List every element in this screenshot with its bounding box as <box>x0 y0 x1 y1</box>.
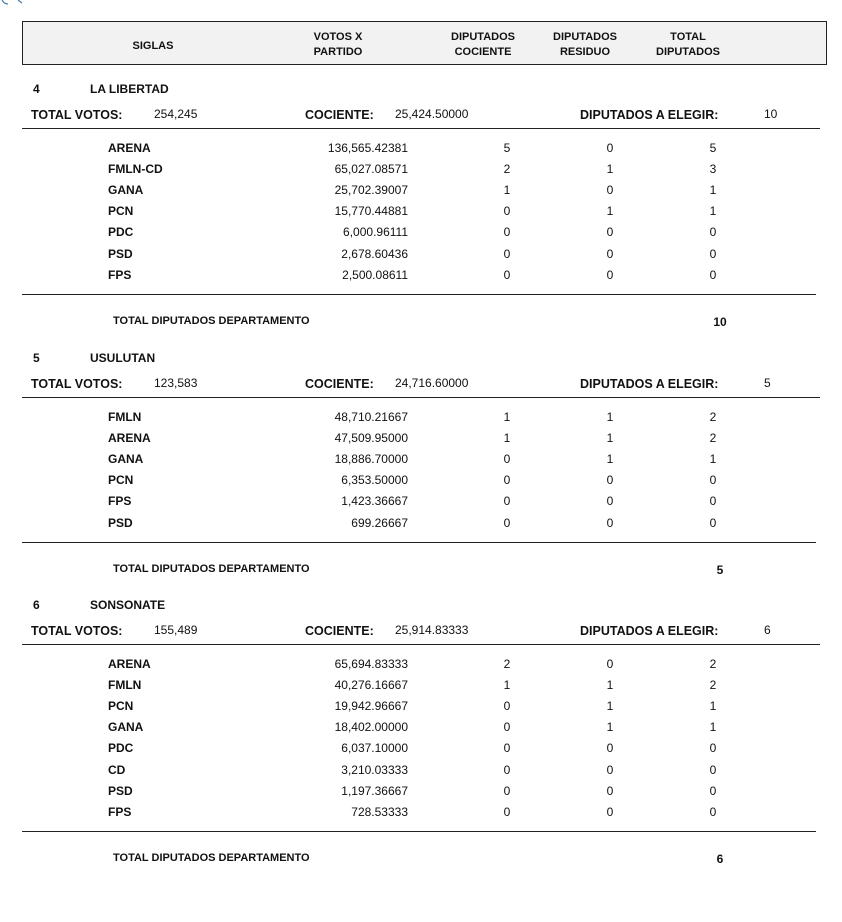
total-departamento-label: TOTAL DIPUTADOS DEPARTAMENTO <box>113 851 310 864</box>
party-acronym: ARENA <box>108 657 151 671</box>
header-total: TOTAL DIPUTADOS <box>656 31 720 58</box>
table-row <box>0 473 842 489</box>
seats-residuo: 0 <box>606 494 614 509</box>
party-votes: 65,694.83333 <box>334 657 408 671</box>
seats-cociente: 1 <box>503 431 511 446</box>
seats-residuo: 1 <box>606 699 614 714</box>
seats-residuo: 0 <box>606 657 614 671</box>
seats-cociente: 0 <box>503 494 511 509</box>
party-votes: 6,037.10000 <box>341 741 408 756</box>
table-row <box>0 431 842 447</box>
seats-cociente: 0 <box>503 720 511 735</box>
seats-cociente: 5 <box>503 141 511 155</box>
seats-total: 0 <box>709 473 717 488</box>
party-votes: 47,509.95000 <box>334 431 408 446</box>
seats-total: 1 <box>709 699 717 714</box>
party-votes: 2,500.08611 <box>342 267 408 282</box>
total-departamento-value: 10 <box>713 314 727 329</box>
a-elegir-value: 5 <box>764 376 771 390</box>
header-votos: VOTOS X PARTIDO <box>313 31 363 58</box>
header-residuo: DIPUTADOS RESIDUO <box>553 31 617 58</box>
seats-residuo: 0 <box>606 141 614 155</box>
party-acronym: PCN <box>108 473 134 488</box>
table-row <box>0 805 842 821</box>
table-row <box>0 452 842 468</box>
party-acronym: FMLN-CD <box>108 162 163 177</box>
department-number: 5 <box>33 351 40 365</box>
section-top-rule <box>22 397 820 398</box>
section-bottom-rule <box>22 542 816 543</box>
party-votes: 6,000.96111 <box>343 225 408 240</box>
a-elegir-value: 6 <box>764 623 771 637</box>
seats-cociente: 1 <box>503 183 511 198</box>
seats-residuo: 1 <box>606 720 614 735</box>
seats-cociente: 2 <box>503 162 511 177</box>
seats-residuo: 1 <box>606 162 614 177</box>
seats-cociente: 0 <box>503 452 511 467</box>
party-acronym: ARENA <box>108 141 151 155</box>
seats-total: 0 <box>709 225 717 240</box>
party-votes: 18,402.00000 <box>334 720 408 735</box>
table-row <box>0 657 842 673</box>
seats-cociente: 0 <box>503 804 511 819</box>
cociente-value: 25,424.50000 <box>395 107 469 121</box>
seats-total: 0 <box>709 804 717 819</box>
party-acronym: PSD <box>108 515 133 530</box>
seats-cociente: 1 <box>503 678 511 693</box>
party-acronym: FPS <box>108 494 132 509</box>
a-elegir-label: DIPUTADOS A ELEGIR: <box>580 377 719 391</box>
table-row <box>0 141 842 157</box>
seats-residuo: 0 <box>606 762 614 777</box>
party-acronym: CD <box>108 762 126 777</box>
seats-residuo: 1 <box>606 678 614 693</box>
party-votes: 15,770.44881 <box>334 204 408 219</box>
table-row <box>0 678 842 694</box>
department-name: SONSONATE <box>90 598 166 612</box>
seats-cociente: 0 <box>503 225 511 240</box>
section-bottom-rule <box>22 294 816 295</box>
seats-total: 0 <box>709 762 717 777</box>
seats-total: 5 <box>709 141 717 155</box>
party-votes: 3,210.03333 <box>341 762 408 777</box>
seats-cociente: 0 <box>503 246 511 261</box>
cociente-label: COCIENTE: <box>305 624 374 638</box>
seats-cociente: 0 <box>503 783 511 798</box>
seats-residuo: 0 <box>606 741 614 756</box>
seats-total: 3 <box>709 162 717 177</box>
seats-total: 1 <box>709 720 717 735</box>
party-acronym: FPS <box>108 804 132 819</box>
seats-total: 1 <box>709 204 717 219</box>
seats-cociente: 0 <box>503 515 511 530</box>
table-row <box>0 410 842 426</box>
table-header <box>22 21 827 65</box>
section-top-rule <box>22 128 820 129</box>
seats-residuo: 1 <box>606 452 614 467</box>
seats-cociente: 0 <box>503 741 511 756</box>
cociente-label: COCIENTE: <box>305 377 374 391</box>
party-votes: 1,197.36667 <box>341 783 408 798</box>
seats-total: 0 <box>709 741 717 756</box>
seats-residuo: 0 <box>606 804 614 819</box>
seats-cociente: 0 <box>503 204 511 219</box>
section-bottom-rule <box>22 831 816 832</box>
table-row <box>0 494 842 510</box>
seats-total: 2 <box>709 678 717 693</box>
party-acronym: PSD <box>108 246 133 261</box>
total-votos-value: 123,583 <box>154 376 198 390</box>
seats-cociente: 2 <box>503 657 511 671</box>
table-row <box>0 784 842 800</box>
party-acronym: PCN <box>108 204 134 219</box>
party-acronym: PSD <box>108 783 133 798</box>
cociente-value: 25,914.83333 <box>395 623 469 637</box>
cociente-label: COCIENTE: <box>305 108 374 122</box>
header-siglas: SIGLAS <box>132 40 174 52</box>
seats-total: 2 <box>709 657 717 671</box>
section-top-rule <box>22 644 820 645</box>
total-votos-value: 155,489 <box>154 623 198 637</box>
party-votes: 6,353.50000 <box>341 473 408 488</box>
table-row <box>0 763 842 779</box>
seats-residuo: 0 <box>606 225 614 240</box>
party-votes: 48,710.21667 <box>334 410 408 424</box>
department-number: 4 <box>33 82 40 96</box>
party-acronym: GANA <box>108 183 144 198</box>
party-acronym: FPS <box>108 267 132 282</box>
table-row <box>0 183 842 199</box>
seats-total: 0 <box>709 494 717 509</box>
party-votes: 728.53333 <box>351 804 408 819</box>
seats-total: 0 <box>709 515 717 530</box>
seats-residuo: 0 <box>606 267 614 282</box>
party-acronym: GANA <box>108 720 144 735</box>
department-name: USULUTAN <box>90 351 156 365</box>
seats-cociente: 0 <box>503 267 511 282</box>
seats-total: 0 <box>709 783 717 798</box>
corner-mark <box>0 0 30 6</box>
party-votes: 136,565.42381 <box>327 141 408 155</box>
party-votes: 40,276.16667 <box>334 678 408 693</box>
seats-total: 2 <box>709 410 717 424</box>
party-acronym: GANA <box>108 452 144 467</box>
party-acronym: PDC <box>108 741 134 756</box>
party-votes: 65,027.08571 <box>334 162 408 177</box>
seats-total: 1 <box>709 452 717 467</box>
party-votes: 1,423.36667 <box>341 494 408 509</box>
a-elegir-label: DIPUTADOS A ELEGIR: <box>580 624 719 638</box>
party-acronym: PDC <box>108 225 134 240</box>
table-row <box>0 204 842 220</box>
total-departamento-label: TOTAL DIPUTADOS DEPARTAMENTO <box>113 314 310 327</box>
seats-residuo: 0 <box>606 515 614 530</box>
seats-residuo: 1 <box>606 204 614 219</box>
seats-total: 0 <box>709 267 717 282</box>
total-votos-label: TOTAL VOTOS: <box>31 377 123 391</box>
party-acronym: PCN <box>108 699 134 714</box>
seats-total: 0 <box>709 246 717 261</box>
seats-residuo: 1 <box>606 410 614 424</box>
seats-residuo: 0 <box>606 473 614 488</box>
seats-cociente: 0 <box>503 473 511 488</box>
department-name: LA LIBERTAD <box>90 82 169 96</box>
seats-total: 2 <box>709 431 717 446</box>
party-votes: 25,702.39007 <box>334 183 408 198</box>
seats-cociente: 0 <box>503 762 511 777</box>
party-votes: 699.26667 <box>351 515 408 530</box>
header-cociente: DIPUTADOS COCIENTE <box>451 31 515 58</box>
seats-residuo: 0 <box>606 183 614 198</box>
table-row <box>0 741 842 757</box>
party-votes: 19,942.96667 <box>334 699 408 714</box>
table-row <box>0 162 842 178</box>
total-votos-value: 254,245 <box>154 107 198 121</box>
department-number: 6 <box>33 598 40 612</box>
party-acronym: FMLN <box>108 678 142 693</box>
seats-residuo: 0 <box>606 246 614 261</box>
table-row <box>0 247 842 263</box>
seats-residuo: 0 <box>606 783 614 798</box>
party-acronym: FMLN <box>108 410 142 424</box>
seats-total: 1 <box>709 183 717 198</box>
a-elegir-label: DIPUTADOS A ELEGIR: <box>580 108 719 122</box>
seats-cociente: 1 <box>503 410 511 424</box>
party-acronym: ARENA <box>108 431 151 446</box>
table-row <box>0 268 842 284</box>
cociente-value: 24,716.60000 <box>395 376 469 390</box>
total-votos-label: TOTAL VOTOS: <box>31 624 123 638</box>
party-votes: 2,678.60436 <box>341 246 408 261</box>
total-departamento-label: TOTAL DIPUTADOS DEPARTAMENTO <box>113 562 310 575</box>
seats-cociente: 0 <box>503 699 511 714</box>
table-row <box>0 720 842 736</box>
total-departamento-value: 5 <box>716 562 724 577</box>
total-votos-label: TOTAL VOTOS: <box>31 108 123 122</box>
a-elegir-value: 10 <box>764 107 778 121</box>
table-row <box>0 225 842 241</box>
table-row <box>0 699 842 715</box>
table-row <box>0 516 842 532</box>
total-departamento-value: 6 <box>716 851 724 866</box>
seats-residuo: 1 <box>606 431 614 446</box>
party-votes: 18,886.70000 <box>334 452 408 467</box>
